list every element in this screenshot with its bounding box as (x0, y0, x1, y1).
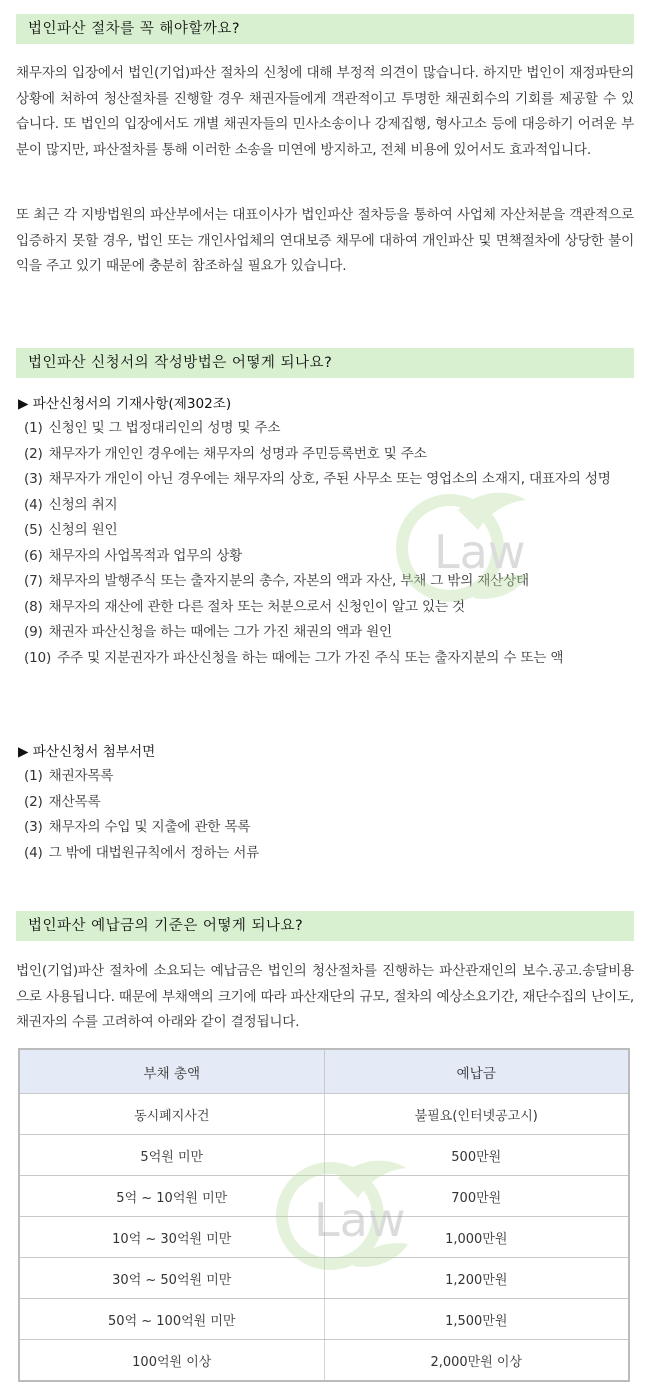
paragraph-deposit-criteria: 법인(기업)파산 절차에 소요되는 예납금은 법인의 청산절차를 진행하는 파산관재인의 보수.공고.송달비용으로 사용됩니다. 때문에 부채액의 크기에 따라 파산재단의 규모, 절차의 예상소요기간, 재단수집의 난이도, 채권자의 수를 고려하여 아래와 같이 결정됩니다. (16, 963, 634, 1031)
list-item-number: (2) (24, 445, 43, 462)
table-cell: 5억원 미만 (19, 1135, 324, 1176)
list-item (24, 790, 636, 816)
table-cell: 5억 ~ 10억원 미만 (19, 1176, 324, 1217)
list-item-text: 주주 및 지분권자가 파산신청을 하는 때에는 그가 가진 주식 또는 출자지분의 수 또는 액 (57, 649, 564, 666)
table-header-row (19, 1049, 629, 1094)
list-item (24, 442, 636, 468)
list-item-number: (6) (24, 547, 43, 564)
list-item-number: (7) (24, 573, 43, 589)
subheading-required-items: ▶ 파산신청서의 기재사항(제302조) (18, 396, 232, 412)
list-item-number: (3) (24, 819, 43, 835)
list-item (24, 620, 636, 646)
list-item-text: 채권자목록 (48, 768, 114, 784)
list-item-text: 채권자 파산신청을 하는 때에는 그가 가진 채권의 액과 원인 (48, 624, 392, 640)
table-cell: 50억 ~ 100억원 미만 (19, 1299, 324, 1340)
list-item-number: (4) (24, 844, 43, 861)
table-row (19, 1094, 629, 1135)
list-item-number: (3) (24, 471, 43, 487)
list-item (24, 518, 636, 544)
table-row (19, 1217, 629, 1258)
table-row (19, 1299, 629, 1340)
table-cell: 100억원 이상 (19, 1340, 324, 1382)
table-row (19, 1135, 629, 1176)
list-item-text: 채무자의 수입 및 지출에 관한 목록 (48, 819, 251, 835)
paragraph-why-bankruptcy-2: 또 최근 각 지방법원의 파산부에서는 대표이사가 법인파산 절차등을 통하여 사업체 자산처분을 객관적으로 입증하지 못할 경우, 법인 또는 개인사업체의 연대보증 채무에 대하여 개인파산 및 면책절차에 상당한 불이익을 주고 있기 때문에 충분히 참조하실 필요가 있습니다. (16, 207, 634, 275)
table-row (19, 1176, 629, 1217)
list-item-text: 채무자의 발행주식 또는 출자지분의 총수, 자본의 액과 자산, 부채 그 밖의 재산상태 (48, 573, 529, 589)
subheading-attachments: ▶ 파산신청서 첨부서면 (18, 744, 156, 760)
list-item-text: 신청인 및 그 법정대리인의 성명 및 주소 (48, 420, 281, 436)
list-item-number: (1) (24, 420, 43, 436)
list-item-number: (5) (24, 522, 43, 538)
table-cell: 10억 ~ 30억원 미만 (19, 1217, 324, 1258)
list-item-number: (9) (24, 624, 43, 640)
list-item-number: (4) (24, 496, 43, 513)
list-item (24, 764, 636, 790)
list-item-text: 신청의 원인 (48, 522, 118, 538)
list-item (24, 595, 636, 621)
list-item-text: 그 밖에 대법원규칙에서 정하는 서류 (48, 844, 260, 861)
list-item (24, 815, 636, 841)
table-cell: 1,000만원 (324, 1217, 629, 1258)
list-item-text: 채무자가 개인이 아닌 경우에는 채무자의 상호, 주된 사무소 또는 영업소의 소재지, 대표자의 성명 (48, 471, 611, 487)
section-heading-how-to-write: 법인파산 신청서의 작성방법은 어떻게 되나요? (16, 348, 634, 378)
attachments-list (24, 764, 636, 866)
list-item-number: (1) (24, 768, 43, 784)
required-items-list (24, 416, 636, 671)
list-item-text: 재산목록 (48, 793, 101, 810)
table-row (19, 1340, 629, 1382)
table-cell: 700만원 (324, 1176, 629, 1217)
list-item (24, 467, 636, 493)
column-header-debt-total: 부채 총액 (19, 1049, 324, 1094)
list-item (24, 544, 636, 570)
list-item-text: 신청의 취지 (48, 496, 118, 513)
list-item-number: (2) (24, 793, 43, 810)
list-item-number: (8) (24, 598, 43, 615)
table-cell: 30억 ~ 50억원 미만 (19, 1258, 324, 1299)
list-item-number: (10) (24, 649, 52, 666)
list-item-text: 채무자의 재산에 관한 다른 절차 또는 처분으로서 신청인이 알고 있는 것 (48, 598, 465, 615)
table-cell: 500만원 (324, 1135, 629, 1176)
watermark-text: Law (434, 525, 526, 579)
watermark-text: Law (314, 1193, 406, 1247)
section-heading-deposit-criteria: 법인파산 예납금의 기준은 어떻게 되나요? (16, 911, 634, 941)
table-cell: 1,200만원 (324, 1258, 629, 1299)
table-cell: 2,000만원 이상 (324, 1340, 629, 1382)
list-item (24, 416, 636, 442)
table-row (19, 1258, 629, 1299)
column-header-deposit: 예납금 (324, 1049, 629, 1094)
list-item (24, 841, 636, 867)
list-item (24, 493, 636, 519)
table-cell: 1,500만원 (324, 1299, 629, 1340)
list-item-text: 채무자의 사업목적과 업무의 상황 (48, 547, 243, 564)
paragraph-why-bankruptcy-1: 채무자의 입장에서 법인(기업)파산 절차의 신청에 대해 부정적 의견이 많습니다. 하지만 법인이 재정파탄의 상황에 처하여 청산절차를 진행할 경우 채권자들에게 객관적이고 투명한 채권회수의 기회를 제공할 수 있습니다. 또 법인의 입장에서도 개별 채권자들의 민사소송이나 강제집행, 형사고소 등에 대응하기 어려운 부분이 많지만, 파산절차를 통해 이러한 소송을 미연에 방지하고, 전체 비용에 있어서도 효과적입니다. (16, 65, 634, 158)
section-heading-why-bankruptcy: 법인파산 절차를 꼭 해야할까요? (16, 14, 634, 44)
table-cell: 동시폐지사건 (19, 1094, 324, 1135)
list-item (24, 646, 636, 672)
table-cell: 불필요(인터넷공고시) (324, 1094, 629, 1135)
deposit-table (18, 1048, 630, 1382)
list-item (24, 569, 636, 595)
list-item-text: 채무자가 개인인 경우에는 채무자의 성명과 주민등록번호 및 주소 (48, 445, 427, 462)
